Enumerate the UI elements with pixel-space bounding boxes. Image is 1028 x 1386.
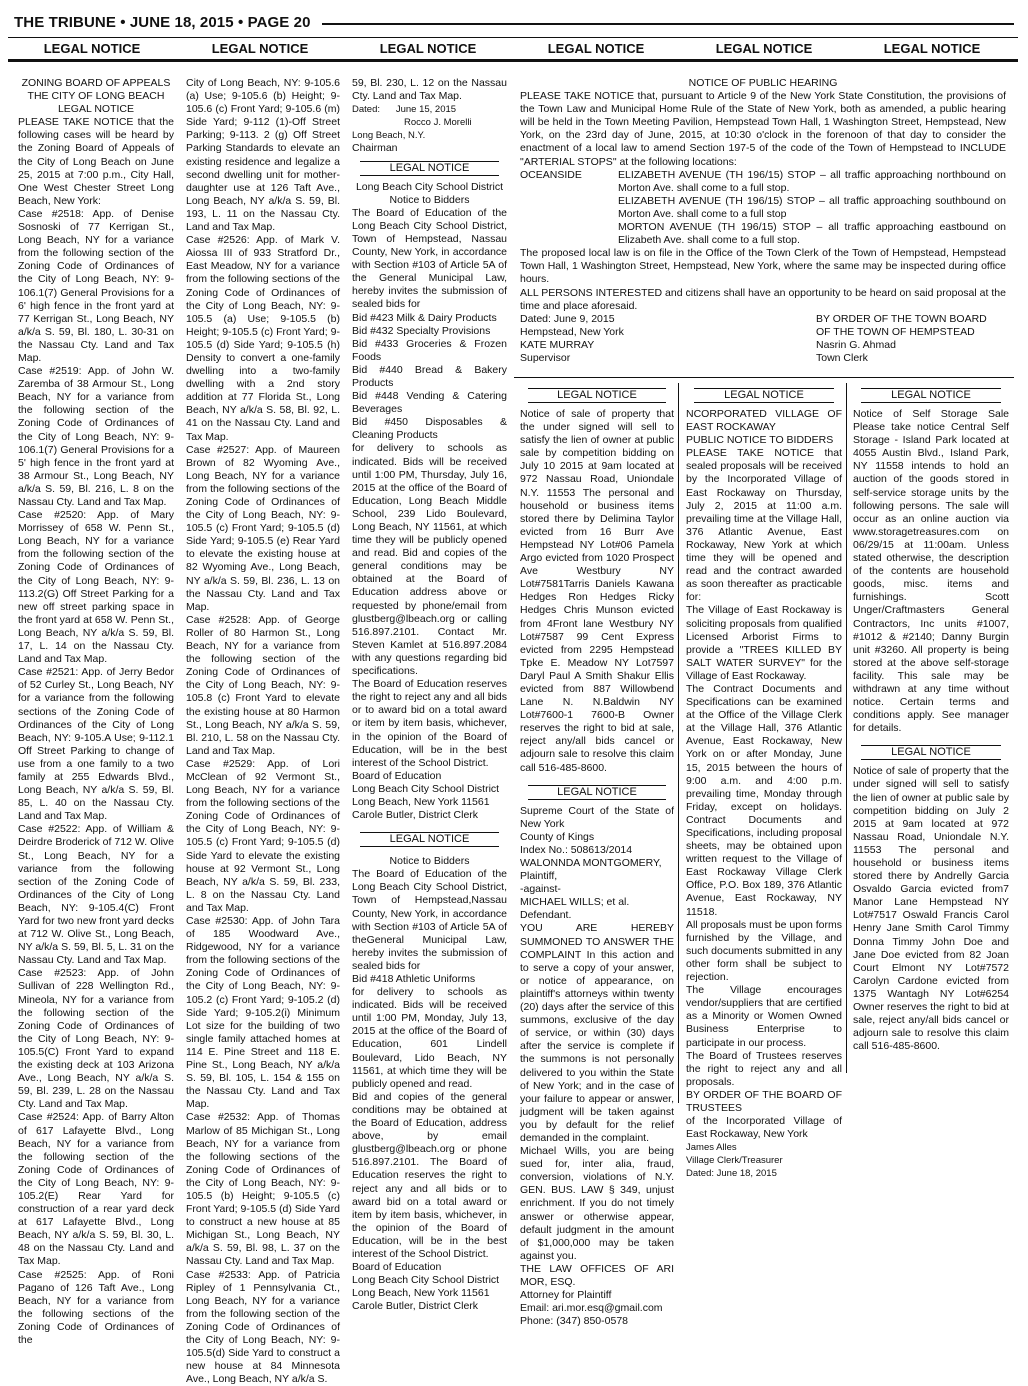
signature-line: Carole Butler, District Clerk bbox=[352, 809, 479, 822]
signature-line: BY ORDER OF THE TOWN BOARD bbox=[816, 312, 987, 325]
zoning-case: Case #2523: App. of John Sullivan of 228 Wellington Rd., Mineola, NY for a variance from the following section of the Zoning Code of Ordinances of the City of Long Beach, NY: 9-105.5(C) Front Yard to expand the existing deck at 103 Arizona Ave., Long Beach, NY a/k/a S. 59, Bl. 239, L. 28 on the Nassau Cty. Land and Tax Map. bbox=[18, 967, 174, 1111]
public-hearing-notice bbox=[520, 77, 1006, 372]
village-paragraph: All proposals must be upon forms furnished by the Village, and such documents submitted in any other form shall be subject to rejection. bbox=[686, 918, 842, 984]
zoning-title-line: THE CITY OF LONG BEACH bbox=[27, 90, 165, 103]
village-paragraph: The Village encourages vendor/suppliers that are certified as a Minority or Women Owned Business Enterprise to participate in our process. bbox=[686, 984, 842, 1049]
hearing-persons: ALL PERSONS INTERESTED and citizens shall have an opportunity to be heard on said proposal at the time and place aforesaid. bbox=[520, 286, 1006, 312]
column-zoning-1 bbox=[18, 77, 174, 1367]
zoning-dated bbox=[352, 103, 507, 116]
header-label: LEGAL NOTICE bbox=[211, 41, 309, 56]
zoning-case: Case #2520: App. of Mary Morrissey of 658 W. Penn St., Long Beach, NY for a variance from the following section of the Zoning Code of Ordinances of the City of Long Beach, NY: 9-113.2(G) Off Street Parking for a new off street parking space in the front yard at 658 W. Penn St., Long Beach, NY a/k/a S. 59, Bl. 17, L. 14 on the Nassau Cty. Land and Tax Map. bbox=[18, 509, 174, 666]
signature-line: Dated: June 9, 2015 bbox=[520, 312, 615, 325]
bid-item: Bid #440 Bread & Bakery Products bbox=[352, 363, 507, 389]
village-heading: NCORPORATED VILLAGE OF EAST ROCKAWAY bbox=[686, 408, 842, 434]
notice-subtitle: Notice to Bidders bbox=[389, 855, 470, 868]
court-line: WALONNDA MONTGOMERY, bbox=[520, 857, 662, 869]
court-line: Defendant. bbox=[520, 909, 572, 922]
zoning-title-line: LEGAL NOTICE bbox=[57, 103, 135, 116]
summons-text: YOU ARE HEREBY SUMMONED TO ANSWER THE COMPLAINT In this action and to serve a copy of your answer, or notice of appearance, on plaintiff's attorneys within twenty (20) days after the service of this summons, exclusive of the day of service, or within (30) days after the service is complete if the summons is not personally delivered to you within the State of New York; and in the case of your failure to appear or answer, judgment will be taken against you by default for the relief demanded in the complaint. bbox=[520, 922, 674, 1144]
village-paragraph: The Board of Trustees reserves the right to reject any and all proposals. bbox=[686, 1049, 842, 1088]
hearing-sig-right bbox=[816, 313, 1006, 365]
village-paragraph: The Village of East Rockaway is soliciting proposals from qualified Licensed Arborist Firms to provide a "TREES KILLED BY SALT WATER SURVEY" for the Village of East Rockaway. bbox=[686, 604, 842, 682]
signature-line: Board of Education bbox=[352, 1261, 442, 1274]
zoning-case-continued: 59, Bl. 230, L. 12 on the Nassau Cty. Land and Tax Map. bbox=[352, 77, 507, 103]
zoning-case: Case #2529: App. of Lori McClean of 92 Vermont St., Long Beach, NY for a variance from the following sections of the Zoning Code of Ordinances of the City of Long Beach, NY: 9-105.5 (c) Front Yard; 9-105.5 (d) Side Yard to elevate the existing house at 92 Vermont St., Long Beach, NY a/k/a S. 59, Bl. 233, L. 8 on the Nassau Cty. Land and Tax Map. bbox=[186, 757, 340, 914]
legal-notice-heading: LEGAL NOTICE bbox=[528, 388, 666, 403]
bid-intro: The Board of Education of the Long Beach City School District, Town of Hempstead, Nassau County, New York, in accordance with Section #103 of Article 5A of the General Municipal Law, hereby invites the submission of sealed bids for bbox=[352, 206, 507, 311]
masthead-rule bbox=[322, 23, 1014, 25]
header-label: LEGAL NOTICE bbox=[379, 41, 477, 56]
column-east-rockaway bbox=[686, 383, 842, 1368]
header-label: LEGAL NOTICE bbox=[547, 41, 645, 56]
zoning-signer-location: Long Beach, N.Y. bbox=[352, 130, 426, 142]
court-line: -against- bbox=[520, 883, 561, 896]
sale-notice: Notice of sale of property that the under signed will sell to satisfy the lien of owner at public sale by competition bidding on July 10 2015 at 9am located at 972 Nassau Road, Uniondale N.Y. 11553 The personal and household or business items stored there by Delimina Taylor evicted from 16 Burr Ave Hempstead NY Lot#06 Pamela Argo evicted from 1020 Prospect Ave Westbury NY Lot#7581Tarris Daniels Kawana Hedges Ron Hedges Ricky Hedges Chris Munson evicted from 4Front lane Westbury NY Lot#7587 99 Cent Express evicted from 2295 Hempstead Tpke E. Meadow NY Lot7597 Daryl Paul A Smith Shakur Ellis evicted from 887 Willowbend Lane N. N.Baldwin NY Lot#7600-1 7600-B Owner reserves the right to bid at sale, reject any/all bids cancel or adjourn sale to resolve this claim call 516-485-8600. bbox=[520, 408, 674, 774]
legal-notice-heading: LEGAL NOTICE bbox=[528, 785, 666, 800]
court-line: Plaintiff, bbox=[520, 870, 558, 883]
signature-line: Dated: June 18, 2015 bbox=[686, 1168, 777, 1180]
village-paragraph: The Contract Documents and Specifications can be examined at the Office of the Village Clerk at the Village Hall, 376 Atlantic Avenue, East Rockaway, New York on or after Monday, June 15, 2015 between the hours of 9:00 a.m. and 4:00 p.m. prevailing time, Monday through Friday, except on holidays. Contract Documents and Specifications, including proposal sheets, may be obtained upon written request to the Village of East Rockaway Village Clerk Office, P.O. Box 189, 376 Atlantic Avenue, East Rockaway, NY 11518. bbox=[686, 682, 842, 918]
signature-line: Long Beach City School District bbox=[352, 782, 500, 795]
column-school-bids bbox=[352, 77, 507, 1367]
zoning-case: Case #2532: App. of Thomas Marlow of 85 Michigan St., Long Beach, NY for a variance from the following sections of the Zoning Code of Ordinances of the City of Long Beach, NY: 9-105.5 (b) Height; 9-105.5 (c) Front Yard; 9-105.5 (d) Side Yard to construct a new house at 85 Michigan St., Long Beach, NY a/k/a S. 59, Bl. 98, L. 37 on the Nassau Cty. Land and Tax Map. bbox=[186, 1111, 340, 1268]
hearing-body: PLEASE TAKE NOTICE that, pursuant to Article 9 of the New York State Constitution, the provisions of the Town Law and Municipal Home Rule of the State of New York, both as amended, a public hearing will be held in the Town Meeting Pavilion, Hempstead Town Hall, 1 Washington Street, Hempstead, New York, on the 23rd day of June, 2015, at 10:30 o'clock in the forenoon of that day to consider the enactment of a local law to amend Section 197-5 of the code of the Town of Hempstead to INCLUDE "ARTERIAL STOPS" at the following locations: bbox=[520, 90, 1006, 168]
storage-sale-notice: Notice of Self Storage Sale Please take notice Central Self Storage - Island Park located at 4055 Austin Blvd., Island Park, NY 11558 intends to hold an auction of the goods stored in self-service storage units by the following persons. The sale will occur as an online auction via www.storagetreasures.com on 06/29/15 at 11:00am. Unless stated otherwise, the description of the contents are household goods, misc. items and furnishings. Scott Unger/Craftmasters General Contractors, Inc units #1007, #1012 & #2140; Danny Burgin unit #3260. All property is being stored at the above self-storage facility. This sale may be withdrawn at any time without notice. Certain terms and conditions apply. See manager for details. bbox=[853, 408, 1009, 735]
zoning-case: Case #2525: App. of Roni Pagano of 126 Taft Ave., Long Beach, NY for a variance from the following sections of the Zoning Code of Ordinances of the bbox=[18, 1268, 174, 1346]
village-paragraph: PLEASE TAKE NOTICE that sealed proposals will be received by the Incorporated Village of East Rockaway on Thursday, July 2, 2015 at 11:00 a.m. prevailing time at the Village Hall, 376 Atlantic Avenue, East Rockaway, New York at which time they will be opened and read and the contract awarded as soon thereafter as practicable for: bbox=[686, 447, 842, 604]
signature-line: THE LAW OFFICES OF ARI MOR, ESQ. bbox=[520, 1262, 674, 1288]
signature-line: Hempstead, New York bbox=[520, 325, 624, 338]
court-line: County of Kings bbox=[520, 830, 595, 843]
bid-item: Bid #432 Specialty Provisions bbox=[352, 324, 491, 337]
dated-value: June 15, 2015 bbox=[395, 104, 457, 116]
signature-line: of the Incorporated Village of East Rockaway, New York bbox=[686, 1115, 842, 1141]
signature-line: Board of Education bbox=[352, 769, 442, 782]
legal-notice-heading: LEGAL NOTICE bbox=[694, 388, 834, 403]
hearing-stop: ELIZABETH AVENUE (TH 196/15) STOP – all traffic approaching northbound on Morton Ave. shall come to a full stop. bbox=[618, 168, 1006, 194]
signature-line: Long Beach, New York 11561 bbox=[352, 795, 490, 808]
bid-item: Bid #450 Disposables & Cleaning Products bbox=[352, 416, 507, 442]
signature-line: KATE MURRAY bbox=[520, 338, 595, 351]
notice-subtitle: Notice to Bidders bbox=[389, 193, 470, 206]
signature-line: Town Clerk bbox=[816, 351, 868, 364]
village-heading: PUBLIC NOTICE TO BIDDERS bbox=[686, 434, 834, 447]
hearing-stop: ELIZABETH AVENUE (TH 196/15) STOP – all traffic approaching southbound on Morton Ave. shall come to a full stop bbox=[618, 194, 1006, 220]
zoning-case: Case #2522: App. of William & Deirdre Broderick of 712 W. Olive St., Long Beach, NY for a variance from the following section of the Zoning Code of Ordinances of the City of Long Beach, NY: 9-105.4(C) Front Yard for two new front yard decks at 712 W. Olive St., Long Beach, NY a/k/a S. 59, Bl. 5, L. 31 on the Nassau Cty. Land and Tax Map. bbox=[18, 823, 174, 967]
header-label: LEGAL NOTICE bbox=[883, 41, 981, 56]
header-label: LEGAL NOTICE bbox=[715, 41, 813, 56]
bid-body: for delivery to schools as indicated. Bids will be received until 1:00 PM, Thursday, July 16, 2015 at the office of the Board of Education, Long Beach Middle School, 239 Lido Boulevard, Long Beach, NY 11561, at which time they will be publicly opened and read. Bid and copies of the general conditions may be obtained at the Board of Education address above or requested by phone/email from glustberg@lbeach.org or calling 516.897.2101. Contact Mr. Steven Kamlet at 516.897.2084 with any questions regarding bid specifications. bbox=[352, 442, 507, 678]
header-bottom-rule bbox=[8, 59, 1018, 62]
bid-item: Bid #433 Groceries & Frozen Foods bbox=[352, 337, 507, 363]
court-line: Index No.: 508613/2014 bbox=[520, 843, 633, 856]
column-divider bbox=[846, 383, 847, 1073]
zoning-case: Case #2518: App. of Denise Sosnoski of 77 Kerrigan St., Long Beach, NY for a variance from the following section of the Zoning Code of Ordinances of the City of Long Beach, NY: 9-106.1(7) General Provisions for a 6' high fence in the front yard at 77 Kerrigan St., Long Beach, NY a/k/a S. 59, Bl. 180, L. 30-31 on the Nassau Cty. Land and Tax Map. bbox=[18, 207, 174, 364]
bid-item: Bid #448 Vending & Catering Beverages bbox=[352, 390, 507, 416]
legal-notice-heading: LEGAL NOTICE bbox=[861, 745, 1001, 760]
hearing-stop-list bbox=[618, 169, 1006, 248]
bid-body: for delivery to schools as indicated. Bids will be received until 1:00 PM, Monday, July 13, 2015 at the office of the Board of Education, 601 Lindell Boulevard, Lido Beach, NY 11561, at which time they will be publicly opened and read. bbox=[352, 986, 507, 1090]
dated-label: Dated: bbox=[352, 104, 380, 116]
masthead: THE TRIBUNE • JUNE 18, 2015 • PAGE 20 bbox=[14, 14, 311, 31]
bid-item: Bid #418 Athletic Uniforms bbox=[352, 973, 476, 985]
zoning-case: Case #2521: App. of Jerry Bedor of 52 Curley St., Long Beach, NY for a variance from the following sections of the Zoning Code of Ordinances of the City of Long Beach, NY: 9-105.A Use; 9-112.1 Off Street Parking to change of use from a one family to a two family at 255 Edwards Blvd., Long Beach, NY a/k/a S. 59, Bl. 85, L. 40 on the Nassau Cty. Land and Tax Map. bbox=[18, 666, 174, 823]
header-top-rule bbox=[8, 37, 1018, 38]
signature-line: Supervisor bbox=[520, 351, 571, 364]
bid-intro: The Board of Education of the Long Beach City School District, Town of Hempstead,Nassau County, New York, in accordance with Section #103 of Article 5A of theGeneral Municipal Law, hereby invites the submission of sealed bids for bbox=[352, 868, 507, 972]
zoning-case: Case #2526: App. of Mark V. Aiossa III of 933 Stratford Dr., East Meadow, NY for a variance from the following sections of the Zoning Code of Ordinances of the City of Long Beach, NY: 9-105.5 (a) Use; 9-105.5 (b) Height; 9-105.5 (c) Front Yard; 9-105.5 (d) Side Yard; 9-105.5 (h) Density to convert a one-family dwelling into a two-family dwelling with a 2nd story addition at 77 Florida St., Long Beach, NY a/k/a S. 58, Bl. 92, L. 41 on the Nassau Cty. Land and Tax Map. bbox=[186, 234, 340, 443]
zoning-signer-title: Chairman bbox=[352, 142, 398, 155]
bid-reserve: The Board of Education reserves the right to reject any and all bids or to award bid on a total award or item by item basis, whichever, in the opinion of the Board of Education, will be in the best interest of the School District. bbox=[352, 678, 507, 769]
zoning-intro: PLEASE TAKE NOTICE that the following cases will be heard by the Zoning Board of Appeals of the City of Long Beach on June 25, 2015 at 7:00 p.m., City Hall, One West Chester Street Long Beach, New York: bbox=[18, 116, 174, 207]
bid-item: Bid #423 Milk & Dairy Products bbox=[352, 311, 497, 324]
signature-line: Attorney for Plaintiff bbox=[520, 1289, 612, 1302]
zoning-case: Case #2528: App. of George Roller of 80 Harmon St., Long Beach, NY for a variance from the following section of the Zoning Code of Ordinances of the City of Long Beach, NY: 9-105.8 (c) Front Yard to elevate the existing house at 80 Harmon St., Long Beach, NY a/k/a S. 59, Bl. 210, L. 58 on the Nassau Cty. Land and Tax Map. bbox=[186, 613, 340, 757]
column-sale-court bbox=[520, 383, 674, 1368]
signature-line: Village Clerk/Treasurer bbox=[686, 1155, 783, 1167]
legal-notice-heading: LEGAL NOTICE bbox=[861, 388, 1001, 403]
hearing-file: The proposed local law is on file in the Office of the Town Clerk of the Town of Hempstead, Hempstead Town Hall, 1 Washington Street, Hempstead, New York, where the same may be inspected during office hours. bbox=[520, 247, 1006, 286]
signature-line: Carole Butler, District Clerk bbox=[352, 1300, 479, 1313]
bid-copies: Bid and copies of the general conditions may be obtained at the Board of Education, address above, by email glustberg@lbeach.org or phone 516.897.2101. The Board of Education reserves the right to reject any and all bids or to award bid on a total award or item by item basis, whichever, in the opinion of the Board of Education, will be in the best interest of the School District. bbox=[352, 1090, 507, 1260]
legal-notice-heading: LEGAL NOTICE bbox=[360, 161, 499, 176]
hearing-sig-left bbox=[520, 313, 624, 365]
header-label: LEGAL NOTICE bbox=[43, 41, 141, 56]
signature-line: Phone: (347) 850-0578 bbox=[520, 1315, 628, 1328]
signature-line: James Alles bbox=[686, 1142, 737, 1154]
zoning-case: Case #2524: App. of Barry Alton of 617 Lafayette Blvd., Long Beach, NY for a variance from the following section of the Zoning Code of Ordinances of the City of Long Beach, NY: 9-105.2(E) Rear Yard for construction of a rear yard deck at 617 Lafayette Blvd., Long Beach, NY a/k/a S. 59, Bl. 30, L. 48 on the Nassau Cty. Land and Tax Map. bbox=[18, 1111, 174, 1268]
court-line: Supreme Court of the State of New York bbox=[520, 804, 674, 830]
signature-line: Email: ari.mor.esq@gmail.com bbox=[520, 1302, 663, 1315]
hearing-title: NOTICE OF PUBLIC HEARING bbox=[688, 77, 838, 89]
signature-line: Long Beach City School District bbox=[352, 1274, 500, 1287]
sale-notice: Notice of sale of property that the under signed will sell to satisfy the lien of owner at public sale by competition bidding on July 2 2015 at 9am located at 972 Nassau Road, Uniondale N.Y. 11553 The personal and household or business items stored there by Andrelly Garcia Osvaldo Garcia evicted from7 Manor Lane Hempstead NY Lot#7517 Oswald Francis Carol Henry Jane Smith Carol Timmy Donna Timmy John Doe and Jane Doe evicted from 82 Joan Court Elmont NY Lot#7572 Carolyn Cardone evicted from 1375 Wantagh NY Lot#6254 Owner reserves the right to bid at sale, reject any/all bids cancel or adjourn sale to resolve this claim call 516-485-8600. bbox=[853, 765, 1009, 1053]
signature-line: BY ORDER OF THE BOARD OF TRUSTEES bbox=[686, 1088, 842, 1114]
signature-line: Nasrin G. Ahmad bbox=[816, 338, 896, 351]
court-line: MICHAEL WILLS; et al. bbox=[520, 896, 630, 909]
zoning-case: Case #2527: App. of Maureen Brown of 82 Wyoming Ave., Long Beach, NY for a variance from the following sections of the Zoning Code of Ordinances of the City of Long Beach, NY: 9-105.5 (c) Front Yard; 9-105.5 (d) Side Yard; 9-105.5 (e) Rear Yard to elevate the existing house at 82 Wyoming Ave., Long Beach, NY a/k/a S. 59, Bl. 236, L. 13 on the Nassau Cty. Land and Tax Map. bbox=[186, 443, 340, 613]
column-zoning-2 bbox=[186, 77, 340, 1386]
zoning-case: Case #2519: App. of John W. Zaremba of 38 Armour St., Long Beach, NY for a variance from the following section of the Zoning Code of Ordinances of the City of Long Beach, NY: 9-106.1(7) General Provisions for a 5' high fence in the front yard at 38 Armour St., Long Beach, NY a/k/a S. 59, Bl. 216, L. 8 on the Nassau Cty. Land and Tax Map. bbox=[18, 365, 174, 508]
legal-notice-heading: LEGAL NOTICE bbox=[360, 832, 499, 847]
zoning-case: Case #2530: App. of John Tara of 185 Woodward Ave., Ridgewood, NY for a variance from the following sections of the Zoning Code of Ordinances of the City of Long Beach, NY: 9-105.2 (c) Front Yard; 9-105.2 (d) Side Yard; 9-105.2(i) Minimum Lot size for the building of two single family attached homes at 114 E. Pine Street and 118 E. Pine St., Long Beach, NY a/k/a S. 59, Bl. 105, L. 154 & 155 on the Nassau Cty. Land and Tax Map. bbox=[186, 915, 340, 1111]
hearing-signatures bbox=[520, 313, 1006, 365]
sued-text: Michael Wills, you are being sued for, inter alia, fraud, conversion, violations of N.Y. GEN. BUS. LAW § 349, unjust enrichment. If you do not timely answer or otherwise appear, default judgment in the amount of $1,000,000 may be taken against you. bbox=[520, 1145, 674, 1262]
zoning-case-continued: City of Long Beach, NY: 9-105.6 (a) Use; 9-105.6 (b) Height; 9-105.6 (c) Front Yard; 9-105.6 (m) Side Yard; 9-112 (1)-Off Street Parking; 9-113. 2 (g) Off Street Parking Standards to elevate an existing residence and legalize a second dwelling unit for mother-daughter use at 126 Taft Ave., Long Beach, NY a/k/a S. 59, Bl. 193, L. 11 on the Nassau Cty. Land and Tax Map. bbox=[186, 77, 340, 234]
hearing-stop: MORTON AVENUE (TH 196/15) STOP – all traffic approaching eastbound on Elizabeth Ave. shall come to a full stop. bbox=[618, 221, 1006, 247]
zoning-case: Case #2533: App. of Patricia Ripley of 1 Pennsylvania Ct., Long Beach, NY for a variance from the following section of the Zoning Code of Ordinances of the City of Long Beach, NY: 9-105.5(d) Side Yard to construct a new house at 84 Minnesota Ave., Long Beach, NY a/k/a S. bbox=[186, 1268, 340, 1386]
column-storage-sale bbox=[853, 383, 1009, 1368]
signature-line: OF THE TOWN OF HEMPSTEAD bbox=[816, 325, 975, 338]
zoning-title-line: ZONING BOARD OF APPEALS bbox=[21, 77, 171, 89]
zoning-signer: Rocco J. Morelli bbox=[404, 117, 472, 129]
school-district-name: Long Beach City School District bbox=[355, 180, 504, 193]
hearing-place: OCEANSIDE bbox=[520, 168, 582, 181]
signature-line: Long Beach, New York 11561 bbox=[352, 1287, 490, 1300]
column-divider bbox=[678, 383, 679, 1103]
hearing-location-block bbox=[520, 169, 1006, 248]
hearing-bottom-rule bbox=[514, 377, 1014, 378]
